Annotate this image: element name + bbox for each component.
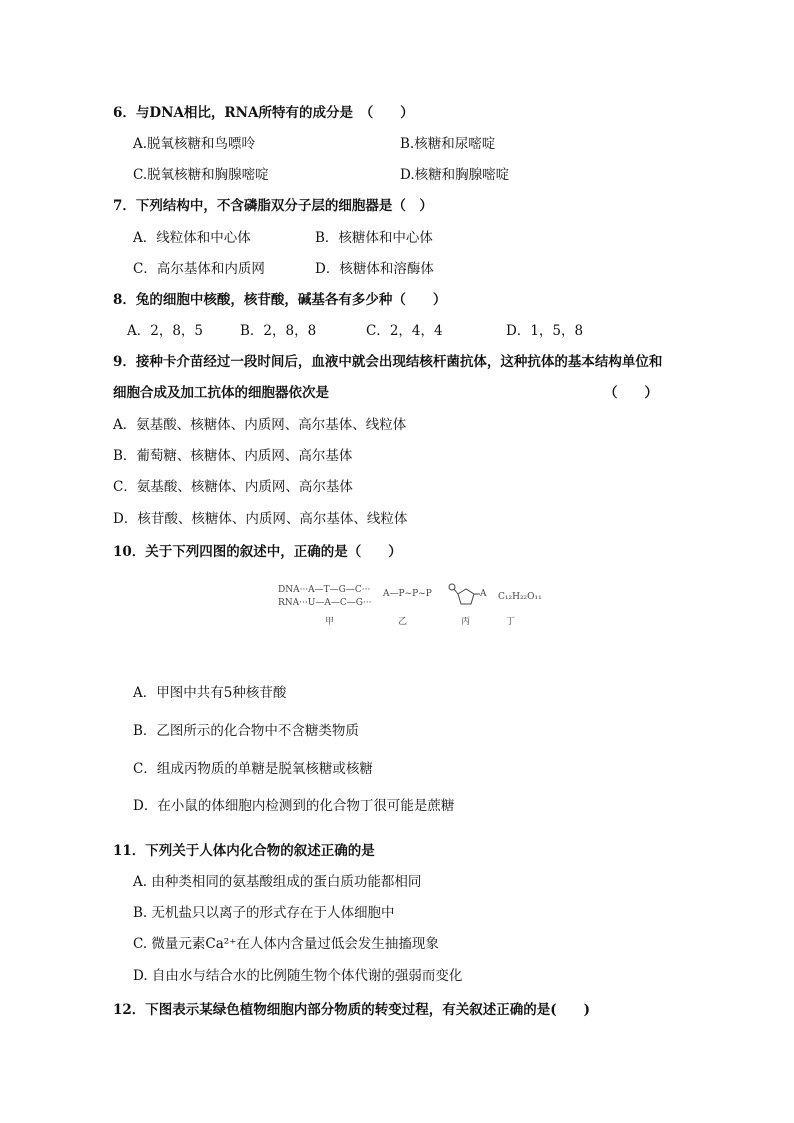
question-11-option-a[interactable]: A. 由种类相同的氨基酸组成的蛋白质功能都相同 (133, 874, 422, 890)
question-6-option-c[interactable]: C.脱氧核糖和胸腺嘧啶 (133, 167, 269, 183)
question-8-option-a[interactable]: A．2，8，5 (127, 323, 204, 339)
figure-jia-dna-strand: DNA···A—T—G—C··· (278, 585, 371, 595)
question-11-option-b[interactable]: B. 无机盐只以离子的形式存在于人体细胞中 (133, 905, 395, 921)
figure-yi-atp: A—P~P~P (383, 589, 432, 599)
question-6-option-b[interactable]: B.核糖和尿嘧啶 (400, 136, 496, 152)
question-7-option-c[interactable]: C．高尔基体和内质网 (133, 261, 265, 277)
question-6-stem: 6．与DNA相比，RNA所特有的成分是 （ ） (113, 105, 414, 121)
question-7-option-a[interactable]: A．线粒体和中心体 (133, 230, 251, 246)
question-9-option-b[interactable]: B．葡萄糖、核糖体、内质网、高尔基体 (113, 448, 353, 464)
question-10-option-a[interactable]: A．甲图中共有5种核苷酸 (133, 685, 287, 701)
question-7-option-d[interactable]: D．核糖体和溶酶体 (315, 261, 434, 277)
question-8-option-b[interactable]: B．2，8，8 (240, 323, 317, 339)
question-10-option-d[interactable]: D．在小鼠的体细胞内检测到的化合物丁很可能是蔗糖 (133, 798, 455, 814)
question-8-option-d[interactable]: D．1，5，8 (506, 323, 584, 339)
question-8-option-c[interactable]: C．2，4，4 (366, 323, 443, 339)
figure-bing-base: A (480, 589, 487, 599)
figure-bing-ring-icon (446, 582, 482, 612)
question-10-figure (276, 582, 546, 628)
figure-ding-formula: C₁₂H₂₂O₁₁ (498, 592, 542, 602)
question-10-option-b[interactable]: B．乙图所示的化合物中不含糖类物质 (133, 723, 359, 739)
question-6-option-d[interactable]: D.核糖和胸腺嘧啶 (400, 167, 510, 183)
question-9-option-a[interactable]: A．氨基酸、核糖体、内质网、高尔基体、线粒体 (113, 417, 407, 433)
question-7-option-b[interactable]: B．核糖体和中心体 (315, 230, 433, 246)
question-10-option-c[interactable]: C．组成丙物质的单糖是脱氧核糖或核糖 (133, 761, 373, 777)
question-11-option-c[interactable]: C. 微量元素Ca²⁺在人体内含量过低会发生抽搐现象 (133, 936, 439, 952)
question-6-option-a[interactable]: A.脱氧核糖和鸟嘌呤 (133, 136, 256, 152)
question-9-option-c[interactable]: C．氨基酸、核糖体、内质网、高尔基体 (113, 479, 353, 495)
question-9-answer-paren: （ ） (604, 385, 658, 401)
question-7-stem: 7．下列结构中，不含磷脂双分子层的细胞器是（ ） (113, 198, 433, 214)
figure-jia-rna-strand: RNA···U—A—C—G··· (278, 598, 372, 608)
question-12-stem: 12．下图表示某绿色植物细胞内部分物质的转变过程，有关叙述正确的是( ) (113, 1002, 591, 1018)
question-10-stem: 10．关于下列四图的叙述中，正确的是（ ） (113, 544, 402, 560)
figure-label-yi: 乙 (398, 617, 408, 627)
figure-label-jia: 甲 (325, 617, 335, 627)
figure-label-bing: 丙 (461, 617, 471, 627)
question-8-stem: 8．兔的细胞中核酸，核苷酸，碱基各有多少种（ ） (113, 292, 447, 308)
question-11-option-d[interactable]: D. 自由水与结合水的比例随生物个体代谢的强弱而变化 (133, 968, 463, 984)
question-11-stem: 11．下列关于人体内化合物的叙述正确的是 (113, 843, 375, 859)
question-9-option-d[interactable]: D．核苷酸、核糖体、内质网、高尔基体、线粒体 (113, 511, 408, 527)
figure-label-ding: 丁 (506, 617, 516, 627)
question-9-stem-line1: 9．接种卡介苗经过一段时间后，血液中就会出现结核杆菌抗体，这种抗体的基本结构单位和 (113, 354, 663, 370)
question-9-stem-line2: 细胞合成及加工抗体的细胞器依次是 (113, 385, 329, 401)
